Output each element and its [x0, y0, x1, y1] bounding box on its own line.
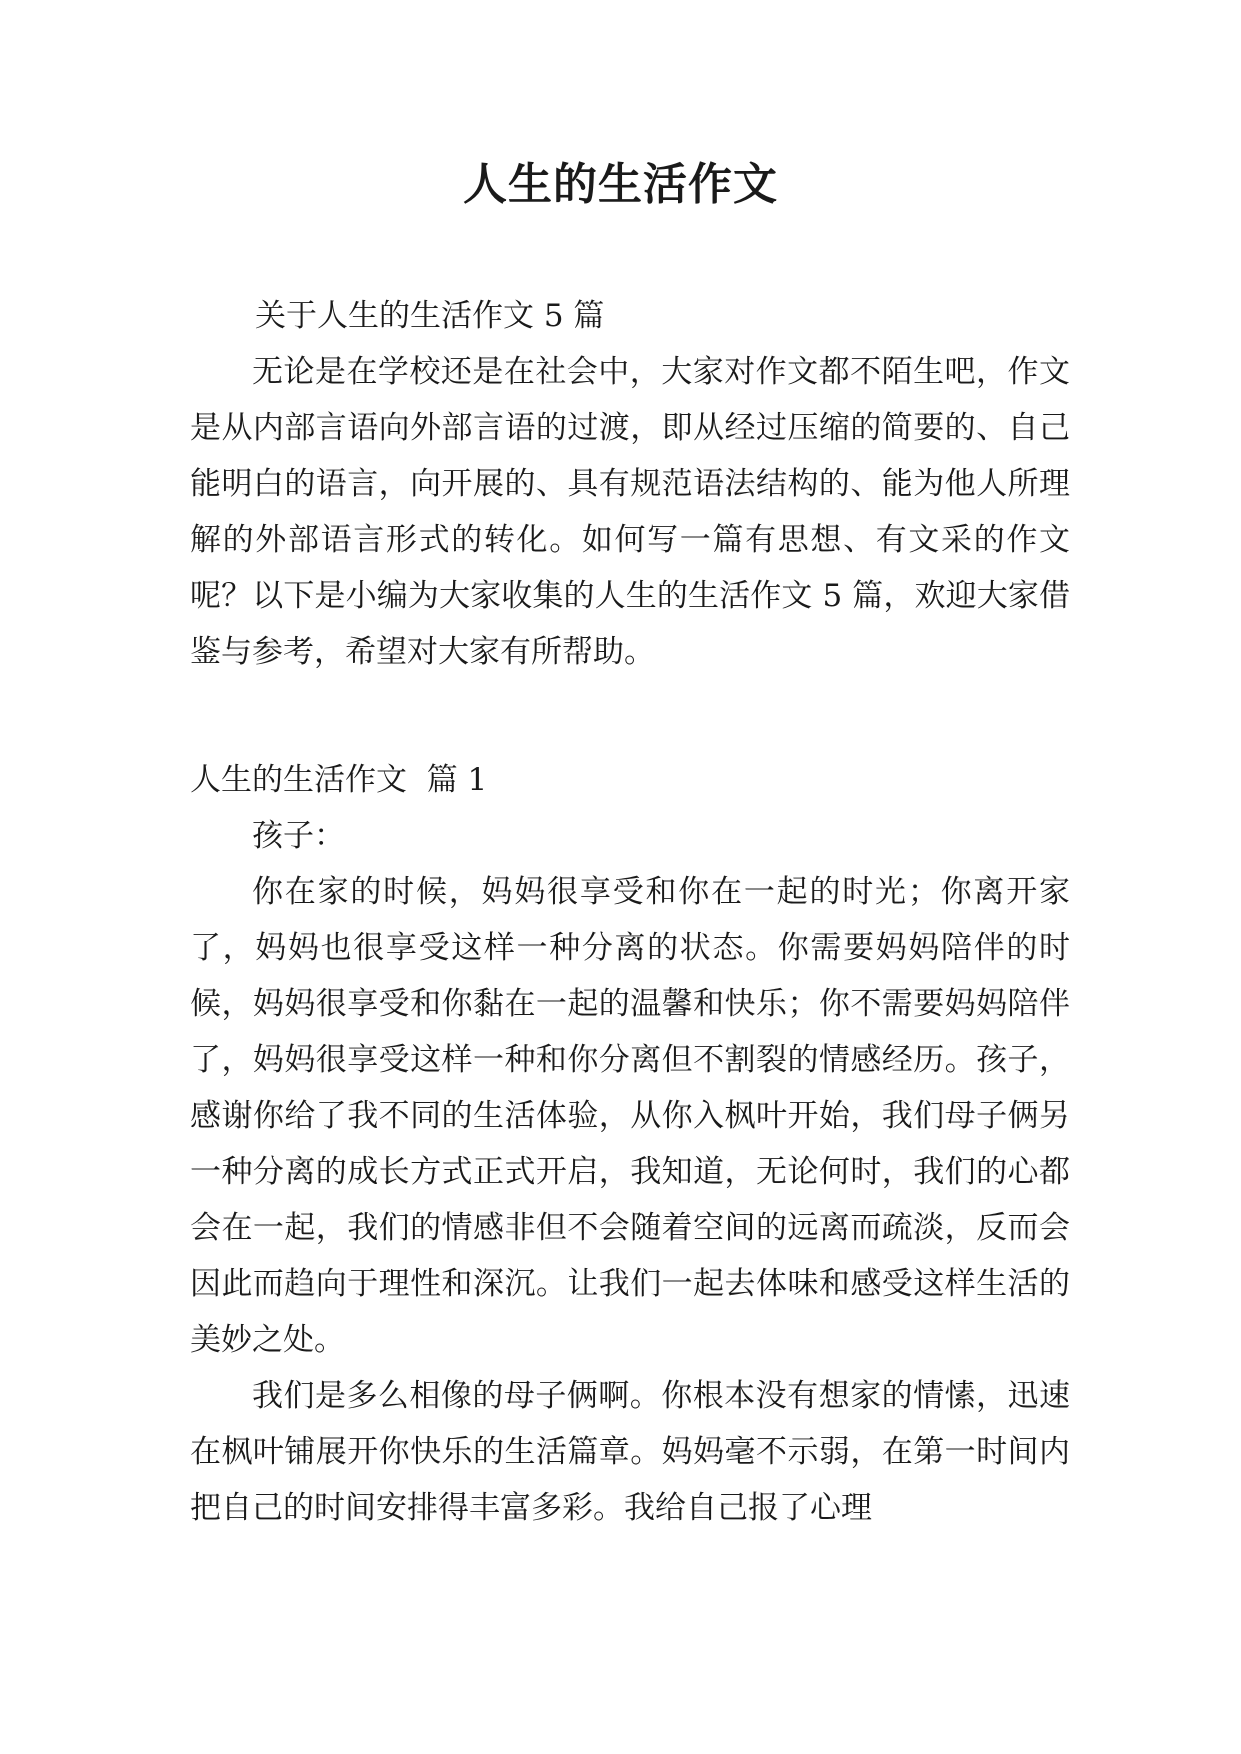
- document-title: 人生的生活作文: [463, 159, 778, 210]
- section-body-1: [190, 808, 1070, 1536]
- intro-block: [190, 344, 1070, 680]
- salutation-paragraph: 孩子：: [252, 818, 345, 854]
- body-paragraph: 你在家的时候，妈妈很享受和你在一起的时光；你离开家了，妈妈也很享受这样一种分离的状态。你需要妈妈陪伴的时候，妈妈很享受和你黏在一起的温馨和快乐；你不需要妈妈陪伴了，妈妈很享受这样一种和你分离但不割裂的情感经历。孩子，感谢你给了我不同的生活体验，从你入枫叶开始，我们母子俩另一种分离的成长方式正式开启，我知道，无论何时，我们的心都会在一起，我们的情感非但不会随着空间的远离而疏淡，反而会因此而趋向于理性和深沉。让我们一起去体味和感受这样生活的美妙之处。: [190, 874, 1070, 1358]
- body-paragraph: 我们是多么相像的母子俩啊。你根本没有想家的情愫，迅速在枫叶铺展开你快乐的生活篇章。妈妈毫不示弱，在第一时间内把自己的时间安排得丰富多彩。我给自己报了心理: [190, 1378, 1070, 1526]
- document-subtitle: 关于人生的生活作文 5 篇: [255, 298, 605, 334]
- intro-paragraph: 无论是在学校还是在社会中，大家对作文都不陌生吧，作文是从内部言语向外部言语的过渡，即从经过压缩的简要的、自己能明白的语言，向开展的、具有规范语法结构的、能为他人所理解的外部语言形式的转化。如何写一篇有思想、有文采的作文呢？以下是小编为大家收集的人生的生活作文 5 篇，欢迎大家借鉴与参考，希望对大家有所帮助。: [190, 354, 1070, 670]
- section-heading-1: 人生的生活作文 篇 1: [190, 762, 488, 798]
